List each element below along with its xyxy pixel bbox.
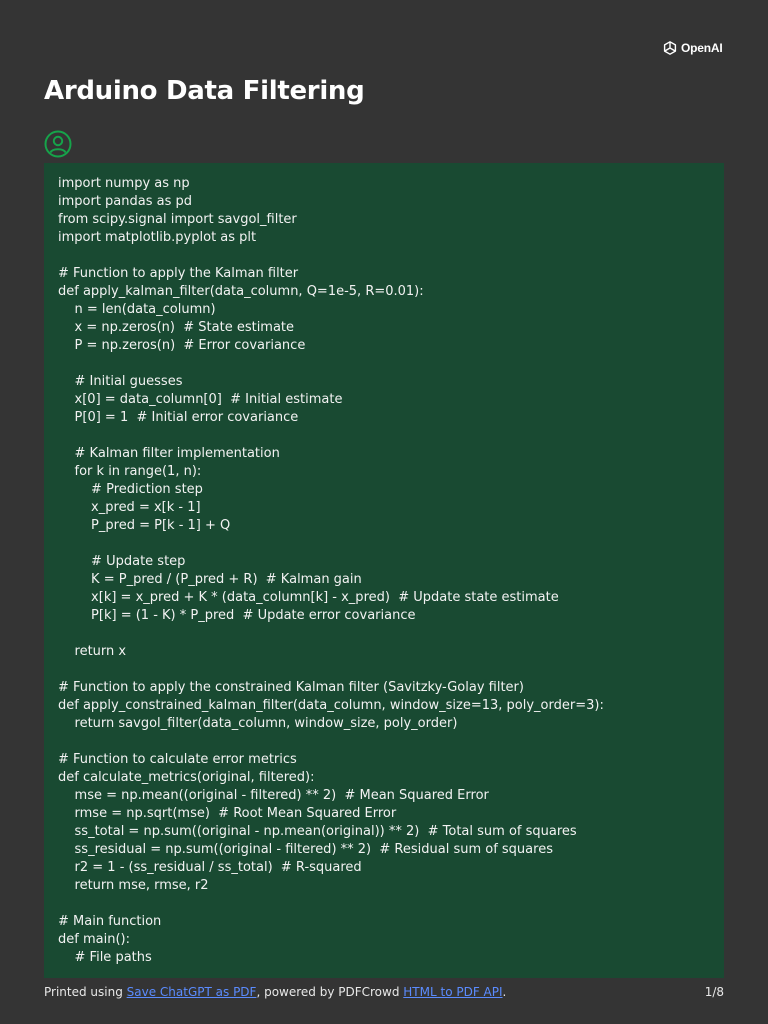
code-line: P = np.zeros(n) # Error covariance — [58, 338, 306, 353]
code-line: mse = np.mean((original - filtered) ** 2) # Mean Squared Error — [58, 788, 489, 803]
html-to-pdf-link[interactable]: HTML to PDF API — [403, 985, 503, 999]
code-line: def apply_kalman_filter(data_column, Q=1e-5, R=0.01): — [58, 284, 424, 299]
code-line: import pandas as pd — [58, 194, 193, 209]
code-line: # Function to apply the constrained Kalman filter (Savitzky-Golay filter) — [58, 680, 524, 695]
footer-suffix: . — [502, 985, 507, 999]
code-line: def main(): — [58, 932, 130, 947]
code-line: P_pred = P[k - 1] + Q — [58, 518, 231, 533]
code-line: ss_residual = np.sum((original - filtered) ** 2) # Residual sum of squares — [58, 842, 553, 857]
user-avatar-icon — [44, 130, 72, 158]
page-indicator: 1/8 — [704, 985, 724, 999]
code-line: n = len(data_column) — [58, 302, 216, 317]
brand-header — [662, 40, 722, 56]
footer-middle: , powered by PDFCrowd — [256, 985, 404, 999]
page-title: Arduino Data Filtering — [44, 76, 365, 106]
code-line: # File paths — [58, 950, 152, 965]
brand-name: OpenAI — [681, 41, 723, 55]
code-line: x[0] = data_column[0] # Initial estimate — [58, 392, 343, 407]
code-line: P[0] = 1 # Initial error covariance — [58, 410, 299, 425]
code-line: # Main function — [58, 914, 162, 929]
code-line: def apply_constrained_kalman_filter(data_column, window_size=13, poly_order=3): — [58, 698, 604, 713]
save-chatgpt-link[interactable]: Save ChatGPT as PDF — [126, 985, 257, 999]
code-line: import numpy as np — [58, 176, 190, 191]
code-line: x_pred = x[k - 1] — [58, 500, 201, 515]
code-line: P[k] = (1 - K) * P_pred # Update error covariance — [58, 608, 416, 623]
code-line: # Initial guesses — [58, 374, 183, 389]
openai-logo-icon — [662, 40, 678, 56]
code-line: return mse, rmse, r2 — [58, 878, 209, 893]
code-line: # Function to apply the Kalman filter — [58, 266, 299, 281]
code-line: return x — [58, 644, 127, 659]
code-line: ss_total = np.sum((original - np.mean(original)) ** 2) # Total sum of squares — [58, 824, 577, 839]
footer — [44, 985, 506, 999]
code-line: import matplotlib.pyplot as plt — [58, 230, 257, 245]
code-line: x[k] = x_pred + K * (data_column[k] - x_pred) # Update state estimate — [58, 590, 559, 605]
code-line: r2 = 1 - (ss_residual / ss_total) # R-squared — [58, 860, 362, 875]
code-line: def calculate_metrics(original, filtered): — [58, 770, 315, 785]
code-line: # Update step — [58, 554, 186, 569]
code-line: for k in range(1, n): — [58, 464, 202, 479]
code-block — [44, 163, 724, 978]
code-line: # Function to calculate error metrics — [58, 752, 297, 767]
footer-prefix: Printed using — [44, 985, 127, 999]
code-line: K = P_pred / (P_pred + R) # Kalman gain — [58, 572, 362, 587]
code-line: from scipy.signal import savgol_filter — [58, 212, 297, 227]
code-line: # Kalman filter implementation — [58, 446, 280, 461]
code-line: rmse = np.sqrt(mse) # Root Mean Squared Error — [58, 806, 397, 821]
code-line: # Prediction step — [58, 482, 203, 497]
code-line: x = np.zeros(n) # State estimate — [58, 320, 295, 335]
code-line: return savgol_filter(data_column, window_size, poly_order) — [58, 716, 458, 731]
code-content — [58, 175, 710, 967]
